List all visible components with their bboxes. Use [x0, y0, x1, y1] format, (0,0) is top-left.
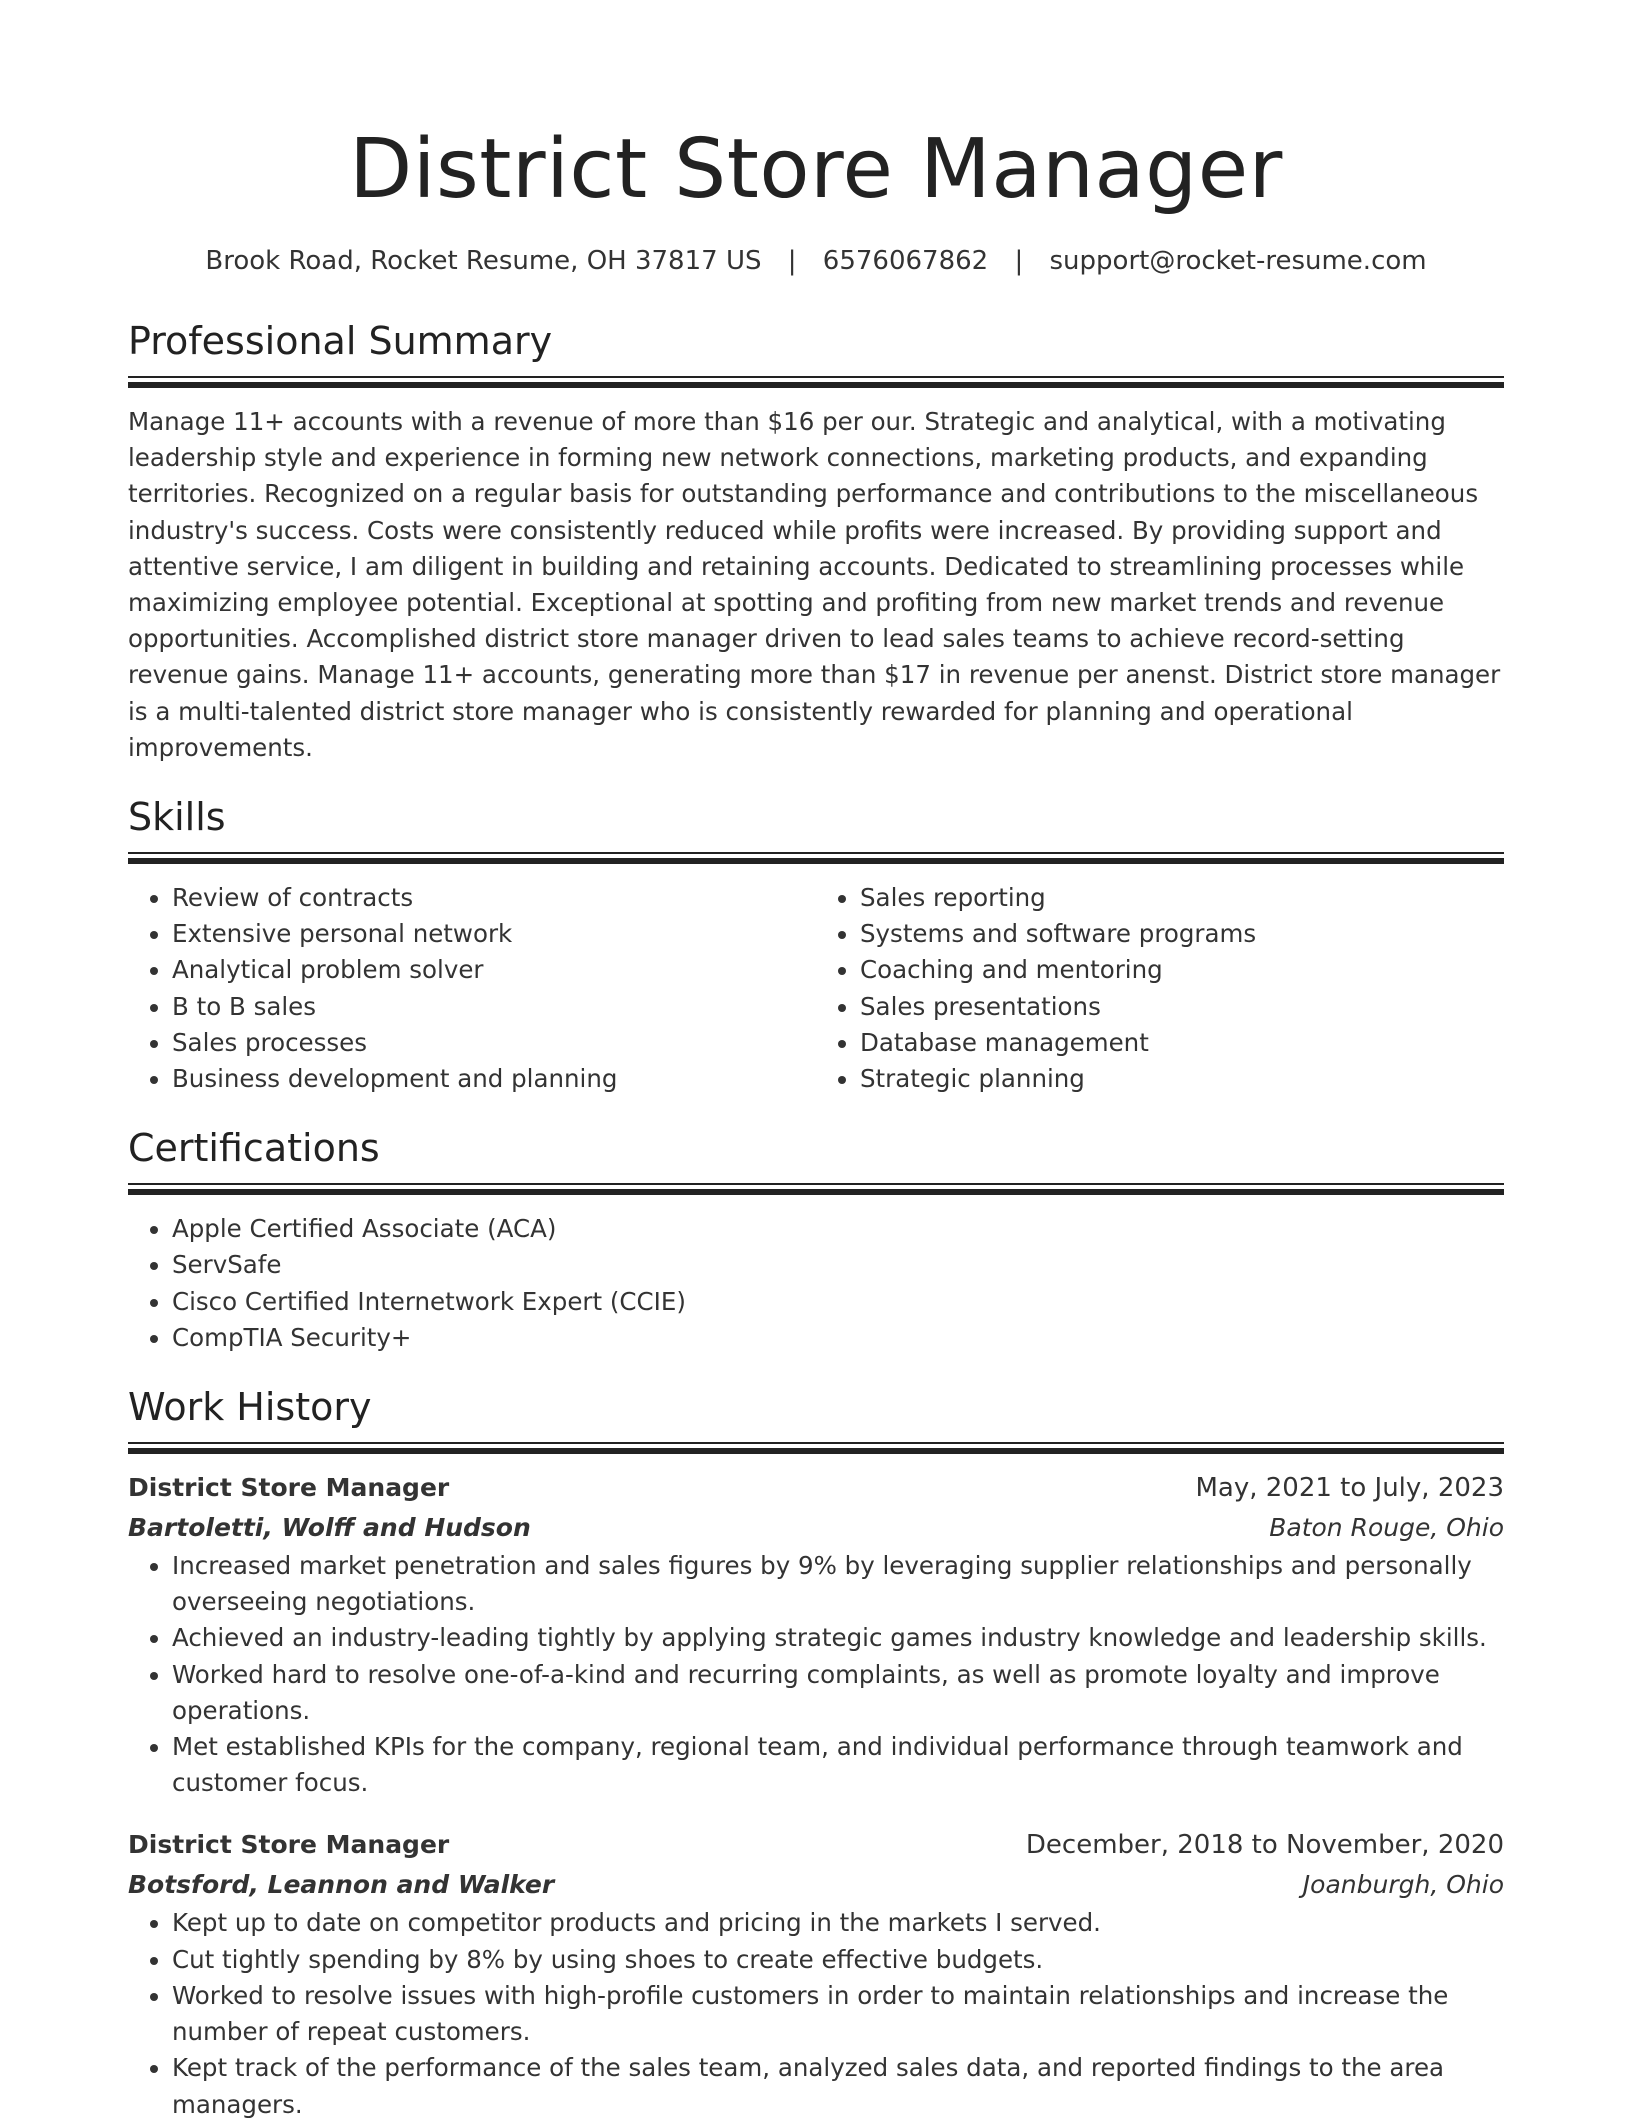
certification-item: • Cisco Certified Internetwork Expert (CCIE)	[172, 1284, 1504, 1320]
section-divider	[128, 376, 1504, 388]
section-divider	[128, 852, 1504, 864]
skill-item: • Sales processes	[172, 1025, 816, 1061]
skill-item: • Extensive personal network	[172, 916, 816, 952]
job-bullet: • Achieved an industry-leading tightly by applying strategic games industry knowledge and leadership skills.	[172, 1620, 1504, 1656]
skill-item: • Review of contracts	[172, 880, 816, 916]
skill-item: • Database management	[860, 1025, 1504, 1061]
job-entry	[128, 1468, 1504, 1801]
skill-item: • Analytical problem solver	[172, 952, 816, 988]
job-bullet: • Worked to resolve issues with high-profile customers in order to maintain relationships and increase the number of repeat customers.	[172, 1978, 1504, 2050]
job-bullet: • Kept up to date on competitor products and pricing in the markets I served.	[172, 1905, 1504, 1941]
job-dates: May, 2021 to July, 2023	[1195, 1473, 1504, 1504]
job-company: Botsford, Leannon and Walker	[128, 1870, 555, 1900]
job-dates: December, 2018 to November, 2020	[1025, 1830, 1504, 1861]
certification-item: • Apple Certified Associate (ACA)	[172, 1211, 1504, 1247]
certification-item: • ServSafe	[172, 1247, 1504, 1283]
skills-section	[128, 792, 1504, 1097]
skills-column-right	[816, 880, 1504, 1097]
contact-line	[128, 244, 1504, 278]
skill-item: • Sales reporting	[860, 880, 1504, 916]
skills-heading: Skills	[128, 795, 226, 840]
summary-heading: Professional Summary	[128, 319, 553, 363]
contact-separator: |	[787, 246, 797, 276]
resume-name: District Store Manager	[349, 122, 1283, 217]
job-bullet: • Worked hard to resolve one-of-a-kind and recurring complaints, as well as promote loyalty and improve operations.	[172, 1657, 1504, 1729]
job-title: District Store Manager	[128, 1473, 450, 1503]
job-entry	[128, 1825, 1504, 2122]
summary-text: Manage 11+ accounts with a revenue of more than $16 per our. Strategic and analytical, with a motivating leadership style and experience in forming new network connections, marketing products, and expanding territories. Recognized on a regular basis for outstanding performance and contributions to the miscellaneous industry's success. Costs were consistently reduced while profits were increased. By providing support and attentive service, I am diligent in building and retaining accounts. Dedicated to streamlining processes while maximizing employee potential. Exceptional at spotting and profiting from new market trends and revenue opportunities. Accomplished district store manager driven to lead sales teams to achieve record-setting revenue gains. Manage 11+ accounts, generating more than $17 in revenue per anenst. District store manager is a multi-talented district store manager who is consistently rewarded for planning and operational improvements.	[128, 407, 1501, 762]
job-bullet: • Cut tightly spending by 8% by using shoes to create effective budgets.	[172, 1942, 1504, 1978]
skill-item: • Sales presentations	[860, 989, 1504, 1025]
skill-item: • B to B sales	[172, 989, 816, 1025]
contact-separator: |	[1014, 246, 1024, 276]
contact-phone: 6576067862	[822, 246, 989, 276]
job-location: Joanburgh, Ohio	[1302, 1870, 1504, 1900]
job-title: District Store Manager	[128, 1830, 450, 1860]
certification-item: • CompTIA Security+	[172, 1320, 1504, 1356]
skill-item: • Systems and software programs	[860, 916, 1504, 952]
job-company: Bartoletti, Wolff and Hudson	[128, 1513, 531, 1543]
skill-item: • Coaching and mentoring	[860, 952, 1504, 988]
job-location: Baton Rouge, Ohio	[1269, 1513, 1504, 1543]
section-divider	[128, 1442, 1504, 1454]
certifications-heading: Certifications	[128, 1126, 380, 1171]
work-history-section	[128, 1382, 1504, 2123]
contact-address: Brook Road, Rocket Resume, OH 37817 US	[205, 246, 762, 276]
job-bullet: • Increased market penetration and sales figures by 9% by leveraging supplier relationships and personally overseeing negotiations.	[172, 1548, 1504, 1620]
job-bullet: • Met established KPIs for the company, regional team, and individual performance through teamwork and customer focus.	[172, 1729, 1504, 1801]
section-divider	[128, 1183, 1504, 1195]
skill-item: • Strategic planning	[860, 1061, 1504, 1097]
skills-columns	[128, 880, 1504, 1097]
job-bullet: • Kept track of the performance of the sales team, analyzed sales data, and reported findings to the area managers.	[172, 2050, 1504, 2122]
summary-section	[128, 316, 1504, 766]
skill-item: • Business development and planning	[172, 1061, 816, 1097]
certifications-section	[128, 1123, 1504, 1356]
skills-column-left	[128, 880, 816, 1097]
work-history-heading: Work History	[128, 1385, 372, 1430]
contact-email: support@rocket-resume.com	[1049, 246, 1427, 276]
